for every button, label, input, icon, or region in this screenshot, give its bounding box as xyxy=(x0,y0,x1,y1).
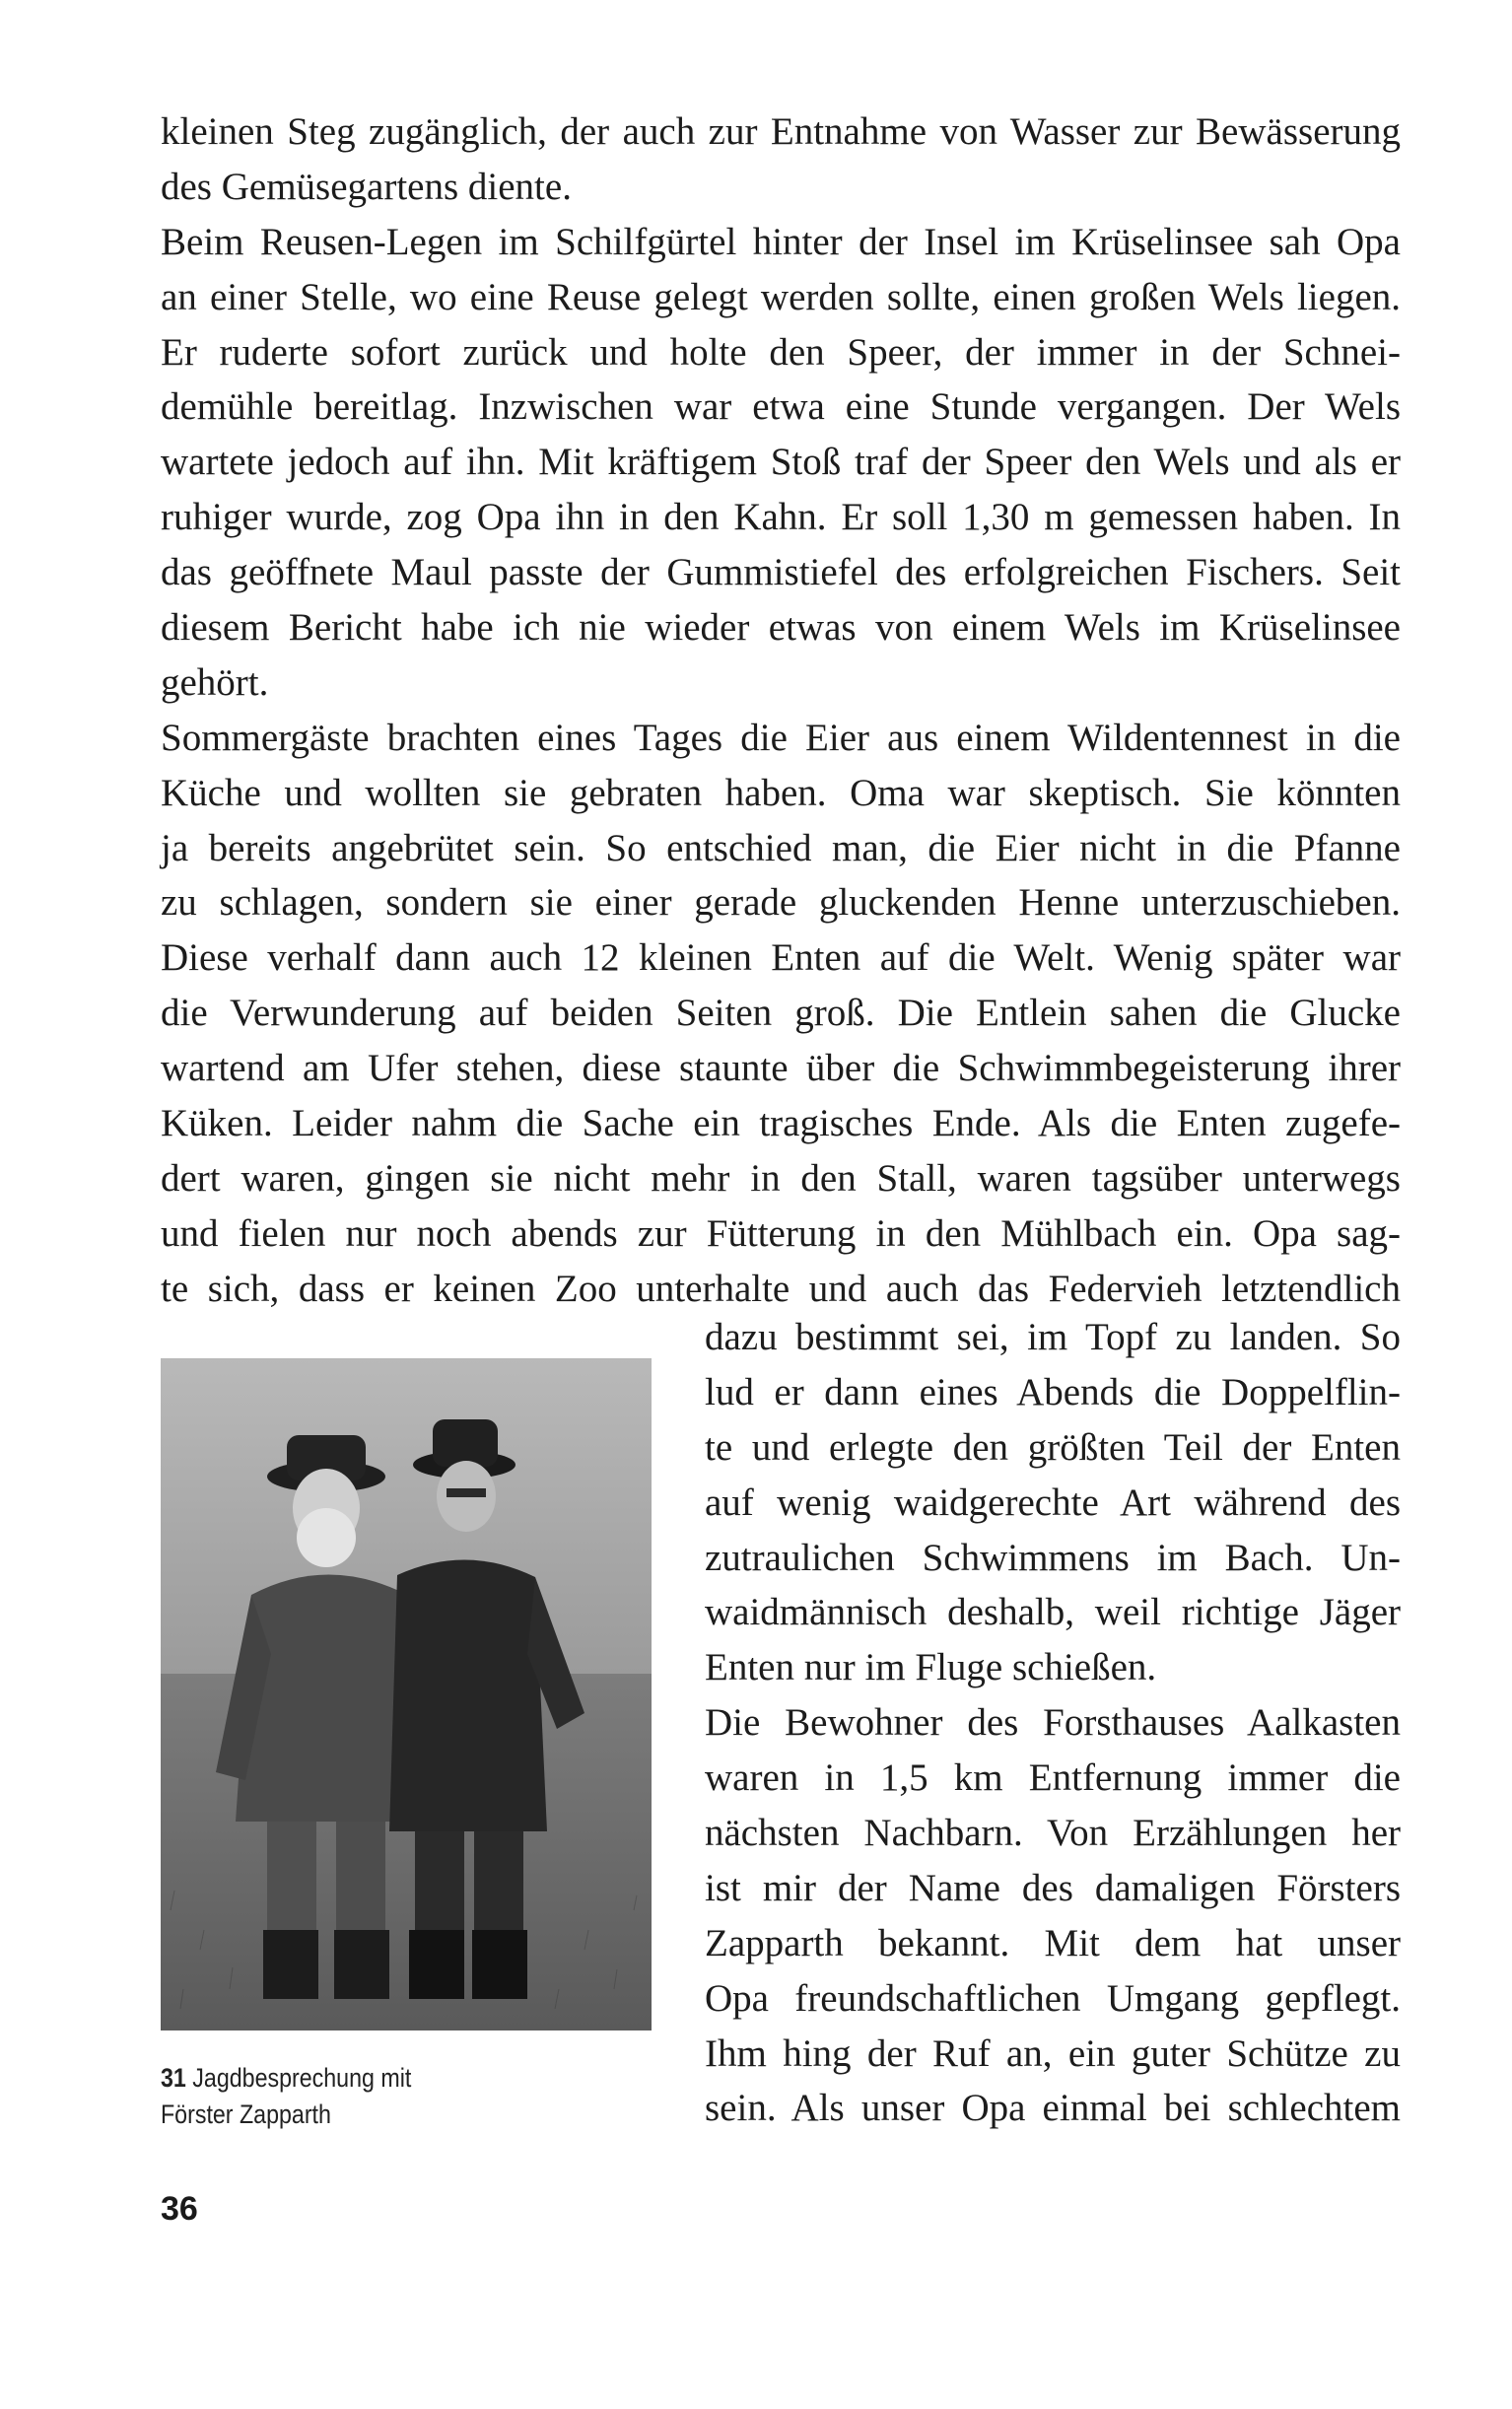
body-text-line: kleinen Steg zugänglich, der auch zur Entnahme von Wasser zur Bewässerung xyxy=(161,110,1401,153)
body-text-line: Sommergäste brachten eines Tages die Eier aus einem Wildentennest in die xyxy=(161,716,1401,759)
body-text-line: wartete jedoch auf ihn. Mit kräftigem Stoß traf der Speer den Wels und als er xyxy=(161,441,1401,484)
body-text-line: das geöffnete Maul passte der Gummistiefel des erfolgreichen Fischers. Seit xyxy=(161,551,1401,594)
right-text-line: Ihm hing der Ruf an, ein guter Schütze zu xyxy=(705,2031,1401,2075)
body-text-line: demühle bereitlag. Inzwischen war etwa eine Stunde vergangen. Der Wels xyxy=(161,385,1401,429)
right-text-line: nächsten Nachbarn. Von Erzählungen her xyxy=(705,1812,1401,1855)
body-text-line: und fielen nur noch abends zur Fütterung in den Mühlbach ein. Opa sag- xyxy=(161,1211,1401,1255)
right-text-line: Opa freundschaftlichen Umgang gepflegt. xyxy=(705,1976,1401,2020)
photo-two-hunters xyxy=(161,1358,652,2030)
right-text-line: ist mir der Name des damaligen Försters xyxy=(705,1866,1401,1909)
right-text-line: auf wenig waidgerechte Art während des xyxy=(705,1480,1401,1524)
body-text-line: dert waren, gingen sie nicht mehr in den Stall, waren tagsüber unterwegs xyxy=(161,1156,1401,1200)
body-text-line: Diese verhalf dann auch 12 kleinen Enten auf die Welt. Wenig später war xyxy=(161,936,1401,980)
photo-image xyxy=(161,1358,652,2030)
right-text-column xyxy=(705,1310,1401,2136)
caption-text-1: Jagdbesprechung mit xyxy=(192,2063,412,2093)
body-text-line: des Gemüsegartens diente. xyxy=(161,165,572,208)
body-text-line: zu schlagen, sondern sie einer gerade gluckenden Henne unterzuschieben. xyxy=(161,881,1401,925)
body-text-line: diesem Bericht habe ich nie wieder etwas von einem Wels im Krüselinsee xyxy=(161,606,1401,650)
body-text-line: die Verwunderung auf beiden Seiten groß. Die Entlein sahen die Glucke xyxy=(161,992,1401,1035)
body-text-line: wartend am Ufer stehen, diese staunte über die Schwimmbegeisterung ihrer xyxy=(161,1047,1401,1090)
body-text-line: an einer Stelle, wo eine Reuse gelegt werden sollte, einen großen Wels liegen. xyxy=(161,275,1401,318)
photo-caption xyxy=(161,2060,583,2133)
right-text-line: Die Bewohner des Forsthauses Aalkasten xyxy=(705,1701,1401,1745)
main-text-column xyxy=(161,104,1401,1317)
body-text-line: Küken. Leider nahm die Sache ein tragisches Ende. Als die Enten zugefe- xyxy=(161,1102,1401,1145)
page-number: 36 xyxy=(161,2190,198,2228)
body-text-line: Beim Reusen-Legen im Schilfgürtel hinter der Insel im Krüselinsee sah Opa xyxy=(161,220,1401,263)
caption-line-2: Förster Zapparth xyxy=(161,2099,331,2129)
body-text-line: ja bereits angebrütet sein. So entschied man, die Eier nicht in die Pfanne xyxy=(161,826,1401,869)
body-text-line: Er ruderte sofort zurück und holte den Speer, der immer in der Schnei- xyxy=(161,330,1401,374)
right-text-line: Enten nur im Fluge schießen. xyxy=(705,1646,1157,1689)
right-text-line: sein. Als unser Opa einmal bei schlechtem xyxy=(705,2087,1401,2130)
body-text-line: Küche und wollten sie gebraten haben. Oma war skeptisch. Sie könnten xyxy=(161,771,1401,814)
right-text-line: waidmännisch deshalb, weil richtige Jäger xyxy=(705,1591,1401,1634)
right-text-line: waren in 1,5 km Entfernung immer die xyxy=(705,1756,1401,1800)
caption-line-1 xyxy=(161,2060,583,2097)
right-text-line: Zapparth bekannt. Mit dem hat unser xyxy=(705,1921,1401,1964)
body-text-line: ruhiger wurde, zog Opa ihn in den Kahn. Er soll 1,30 m gemessen haben. In xyxy=(161,496,1401,539)
right-text-line: zutraulichen Schwimmens im Bach. Un- xyxy=(705,1536,1401,1579)
right-text-line: te und erlegte den größten Teil der Enten xyxy=(705,1425,1401,1469)
body-text-line: gehört. xyxy=(161,660,269,704)
right-text-line: lud er dann eines Abends die Doppelflin- xyxy=(705,1370,1401,1413)
body-text-line: te sich, dass er keinen Zoo unterhalte und auch das Federvieh letztendlich xyxy=(161,1267,1401,1310)
right-text-line: dazu bestimmt sei, im Topf zu landen. So xyxy=(705,1316,1401,1358)
caption-number: 31 xyxy=(161,2063,186,2093)
